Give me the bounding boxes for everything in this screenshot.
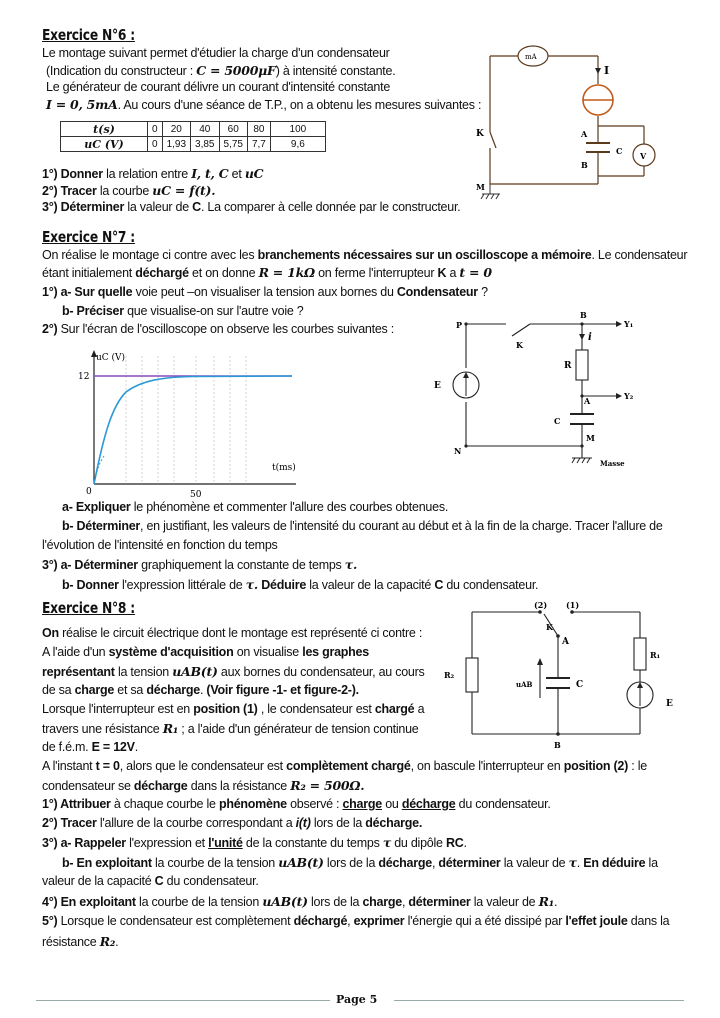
table-row <box>61 137 326 152</box>
table-cell: 5,75 <box>219 137 247 152</box>
ex8-q2: 2°) Tracer l'allure de la courbe correspondant a i(t) lors de la décharge. <box>42 816 423 830</box>
uab-label: uAB <box>516 680 533 689</box>
ex7-q3b: b- Donner l'expression littérale de τ. Déduire la valeur de la capacité C du condensateur. <box>62 577 539 592</box>
ex8-q3b: b- En exploitant la courbe de la tension uAB(t) lors de la décharge, déterminer la valeur de τ. En déduire la <box>62 855 658 870</box>
table-cell: 20 <box>162 122 190 137</box>
graph-y12: 12 <box>78 372 90 382</box>
r-label: R <box>564 361 572 371</box>
ex6-line2: (Indication du constructeur : C = 5000μF) à intensité constante. <box>46 63 396 78</box>
b-label: B <box>581 160 588 170</box>
table-cell: 3,85 <box>191 137 219 152</box>
ex8-circuit-diagram <box>440 598 680 756</box>
ex8-line9: condensateur se décharge dans la résistance R₂ = 500Ω. <box>42 778 365 793</box>
uc-header: uC (V) <box>61 137 148 152</box>
table-cell: 0 <box>148 137 163 152</box>
ex8-line4: de sa charge et sa décharge. (Voir figure -1- et figure-2-). <box>42 683 359 697</box>
table-cell: 0 <box>148 122 163 137</box>
a-label: A <box>562 637 569 647</box>
table-row <box>61 122 326 137</box>
ex6-line1: Le montage suivant permet d'étudier la charge d'un condensateur <box>42 46 390 60</box>
pos2-label: (2) <box>534 600 548 610</box>
ex7-q3a: 3°) a- Déterminer graphiquement la constante de temps τ. <box>42 557 358 572</box>
r1-label: R₁ <box>650 650 661 660</box>
ex6-line4: I = 0, 5mA. Au cours d'une séance de T.P., on a obtenu les mesures suivantes : <box>46 97 482 112</box>
ex8-line5: Lorsque l'interrupteur est en position (1) , le condensateur est chargé a <box>42 702 425 716</box>
table-cell: 100 <box>270 122 325 137</box>
ex8-q4: 4°) En exploitant la courbe de la tension uAB(t) lors de la charge, déterminer la valeur de R₁. <box>42 894 558 909</box>
e-label: E <box>666 699 673 709</box>
table-cell: 40 <box>191 122 219 137</box>
ex7-line2: étant initialement déchargé et on donne R = 1kΩ on ferme l'interrupteur K a t = 0 <box>42 265 492 280</box>
ex8-line1: On réalise le circuit électrique dont le montage est représenté ci contre : <box>42 626 423 640</box>
e-label: E <box>434 381 441 391</box>
table-cell: 60 <box>219 122 247 137</box>
ex6-q2: 2°) Tracer la courbe uC = f(t). <box>42 183 216 198</box>
k-label: K <box>516 340 523 350</box>
ex6-circuit-diagram <box>470 36 670 206</box>
c-label: C <box>576 680 584 690</box>
k-label: K <box>476 129 484 139</box>
r2-label: R₂ <box>444 670 455 680</box>
ex6-line3: Le générateur de courant délivre un courant d'intensité constante <box>46 80 391 94</box>
y1-label: Y₁ <box>624 319 634 329</box>
ex8-q5-cont: résistance R₂. <box>42 934 119 949</box>
ex7-q1b: b- Préciser que visualise-on sur l'autre voie ? <box>62 304 304 318</box>
ex7-b: b- Déterminer, en justifiant, les valeurs de l'intensité du courant au début et à la fin de la charge. Tracer l'allure de <box>62 519 663 533</box>
ex8-line7: de f.é.m. E = 12V. <box>42 740 138 754</box>
ex6-q3: 3°) Déterminer la valeur de C. La comparer à celle donnée par le constructeur. <box>42 200 461 214</box>
table-cell: 1,93 <box>162 137 190 152</box>
page-number: Page 5 <box>336 993 378 1006</box>
ex7-oscillo-graph <box>74 344 310 504</box>
k-label: K <box>546 622 553 632</box>
a-label: A <box>581 129 588 139</box>
ex7-a: a- Expliquer le phénomène et commenter l'allure des courbes obtenues. <box>62 500 449 514</box>
pos1-label: (1) <box>566 600 580 610</box>
ex8-line8: A l'instant t = 0, alors que le condensateur est complètement chargé, on bascule l'interrupteur en position (2) : le <box>42 759 647 773</box>
ex8-title: Exercice N°8 : <box>42 599 135 617</box>
c-label: C <box>554 416 561 426</box>
graph-x0: 0 <box>86 487 92 497</box>
ex7-q1a: 1°) a- Sur quelle voie peut –on visualiser la tension aux bornes du Condensateur ? <box>42 285 488 299</box>
ex7-title: Exercice N°7 : <box>42 228 135 246</box>
ex6-title: Exercice N°6 : <box>42 26 135 44</box>
b-label: B <box>554 740 561 750</box>
masse-label: Masse <box>600 459 625 468</box>
ex6-q1: 1°) Donner la relation entre I, t, C et uC <box>42 166 264 181</box>
ex8-q3a: 3°) a- Rappeler l'expression et l'unité de la constante du temps τ du dipôle RC. <box>42 835 467 850</box>
graph-x50: 50 <box>190 490 202 500</box>
m-label: M <box>476 182 485 192</box>
ex8-line3: représentant la tension uAB(t) aux bornes du condensateur, au cours <box>42 664 425 679</box>
y2-label: Y₂ <box>624 391 634 401</box>
ex8-line6: travers une résistance R₁ ; a l'aide d'un générateur de tension continue <box>42 721 419 736</box>
i-label: I <box>604 64 610 77</box>
footer-rule-right <box>394 1000 684 1001</box>
ex7-line1: On réalise le montage ci contre avec les branchements nécessaires sur un oscilloscope a mémoire. Le condensateur <box>42 248 688 262</box>
table-cell: 80 <box>247 122 270 137</box>
b-label: B <box>580 310 587 320</box>
ex7-circuit-diagram <box>430 308 670 488</box>
i-label: i <box>588 332 592 343</box>
a-label: A <box>584 396 591 406</box>
table-cell: 7,7 <box>247 137 270 152</box>
ex7-q2: 2°) Sur l'écran de l'oscilloscope on observe les courbes suivantes : <box>42 322 394 336</box>
t-header: t(s) <box>61 122 148 137</box>
ma-label: mA <box>525 53 537 61</box>
capacitor-voltage-curve <box>94 376 292 484</box>
ex6-measure-table <box>60 121 326 152</box>
c-label: C <box>616 146 623 156</box>
v-label: V <box>640 151 647 161</box>
n-label: N <box>454 446 462 456</box>
ex8-q3b-cont: valeur de la capacité C du condensateur. <box>42 874 259 888</box>
m-label: M <box>586 433 595 443</box>
ex8-q5: 5°) Lorsque le condensateur est complètement déchargé, exprimer l'énergie qui a été dissipé par l'effet joule dans la <box>42 914 670 928</box>
ex7-b-cont: l'évolution de l'intensité en fonction du temps <box>42 538 278 552</box>
graph-ylabel: uC (V) <box>96 353 126 363</box>
p-label: P <box>456 320 463 330</box>
ex8-line2: A l'aide d'un système d'acquisition on visualise les graphes <box>42 645 369 659</box>
table-cell: 9,6 <box>270 137 325 152</box>
ex8-q1: 1°) Attribuer à chaque courbe le phénomène observé : charge ou décharge du condensateur. <box>42 797 551 811</box>
graph-xlabel: t(ms) <box>272 463 296 473</box>
footer-rule-left <box>36 1000 330 1001</box>
